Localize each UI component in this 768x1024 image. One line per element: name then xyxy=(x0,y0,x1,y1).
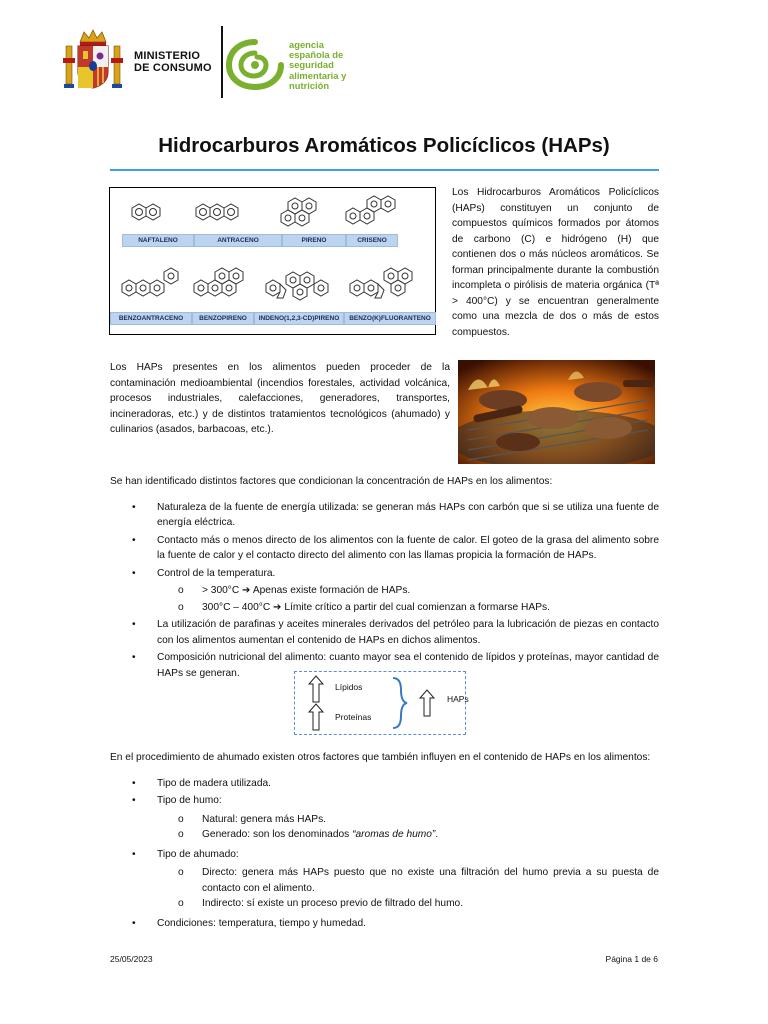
bullet-icon: • xyxy=(132,501,136,513)
sub-list-item xyxy=(110,865,659,896)
structure-label: INDENO(1,2,3-CD)PIRENO xyxy=(254,312,344,325)
smoke-text: Tipo de ahumado: xyxy=(157,848,239,860)
smoking-section xyxy=(110,750,659,931)
smoke-text: Tipo de madera utilizada. xyxy=(157,777,272,789)
footer-date: 25/05/2023 xyxy=(110,954,153,964)
list-item xyxy=(110,500,659,531)
footer-page-number: Página 1 de 6 xyxy=(605,954,658,964)
sub-bullet-icon: o xyxy=(178,867,184,878)
list-item xyxy=(110,776,659,792)
agency-line: española de xyxy=(289,49,344,61)
bullet-icon: • xyxy=(132,777,136,789)
list-item xyxy=(110,566,659,582)
haps-label: HAPs xyxy=(447,694,469,704)
bullet-icon: • xyxy=(132,795,136,806)
sub-list-item xyxy=(110,812,659,828)
factor-text: Composición nutricional del alimento: cuanto mayor sea el contenido de lípidos y proteínas, mayor cantidad de HAPs se generan. xyxy=(157,652,659,679)
sub-list-item xyxy=(110,583,659,599)
agency-line: seguridad xyxy=(289,59,334,71)
grill-photo xyxy=(458,360,655,464)
factors-intro: Se han identificado distintos factores que condicionan la concentración de HAPs en los alimentos: xyxy=(110,476,553,487)
up-arrow-icon xyxy=(295,672,465,734)
structure-label: NAFTALENO xyxy=(122,234,194,247)
sub-bullet-icon: o xyxy=(178,829,184,840)
list-item xyxy=(110,793,659,809)
sub-bullet-icon: o xyxy=(178,813,184,825)
bullet-icon: • xyxy=(132,619,136,630)
sub-bullet-icon: o xyxy=(178,585,184,596)
factor-text: La utilización de parafinas y aceites minerales derivados del petróleo para la lubricación de piezas en contacto con los alimentos aumentan el contenido de HAPs en dichos alimentos. xyxy=(157,619,659,646)
proteins-label: Proteínas xyxy=(335,712,372,722)
sub-list-item xyxy=(110,896,659,912)
list-item xyxy=(110,916,659,932)
header-divider xyxy=(221,26,223,98)
smoke-text: Generado: son los denominados xyxy=(202,829,353,840)
ministry-line-1: MINISTERIO xyxy=(134,50,201,62)
sub-list-item xyxy=(110,600,659,616)
title-rule xyxy=(110,169,659,171)
structure-label: CRISENO xyxy=(346,234,398,247)
structure-label: BENZO(K)FLUORANTENO xyxy=(344,312,436,325)
smoke-text: Condiciones: temperatura, tiempo y humedad. xyxy=(157,917,366,929)
composition-diagram xyxy=(294,671,469,735)
bullet-icon: • xyxy=(132,652,136,663)
agency-line: agencia xyxy=(289,39,324,50)
sources-paragraph: Los HAPs presentes en los alimentos pueden proceder de la contaminación medioambiental (incendios forestales, actividad volcánica, procesos industriales, calefacciones, generadores, transportes, incineradoras, etc.) y de distintos tratamientos tecnológicos (ahumado) y culinarios (asados, barbacoas, etc.). xyxy=(110,362,450,435)
sub-list-item xyxy=(110,827,659,843)
structure-label: BENZOPIRENO xyxy=(192,312,254,325)
ministry-name xyxy=(134,50,212,74)
smoke-text: Tipo de humo: xyxy=(157,795,222,806)
factors-section xyxy=(110,474,659,681)
smoke-aroma-term: “aromas de humo” xyxy=(352,829,436,840)
list-item xyxy=(110,847,659,863)
list-item xyxy=(110,617,659,648)
agency-line: nutrición xyxy=(289,79,330,91)
structure-label: BENZOANTRACENO xyxy=(110,312,192,325)
pah-structures-figure xyxy=(109,187,436,335)
factor-text: Contacto más o menos directo de los alimentos con la fuente de calor. El goteo de la grasa del alimento sobre la fuente de calor y el contacto directo del alimento con las llamas propicia la formación de HAPs. xyxy=(157,534,659,561)
structure-label: ANTRACENO xyxy=(194,234,282,247)
agency-name xyxy=(289,40,346,91)
temp-text: > 300°C ➔ Apenas existe formación de HAPs. xyxy=(202,585,411,596)
bullet-icon: • xyxy=(132,567,136,579)
page-title: Hidrocarburos Aromáticos Policíclicos (HAPs) xyxy=(158,134,610,157)
smoke-text: Directo: genera más HAPs puesto que no existe una filtración del humo previa a su puesta de contacto con el alimento. xyxy=(202,867,659,894)
bullet-icon: • xyxy=(132,534,136,546)
ministry-line-2: DE CONSUMO xyxy=(134,62,212,74)
agency-line: alimentaria y xyxy=(289,69,347,81)
bullet-icon: • xyxy=(132,848,136,860)
smoke-text: Natural: genera más HAPs. xyxy=(202,813,327,825)
temp-text: 300°C – 400°C ➔ Límite crítico a partir del cual comienzan a formarse HAPs. xyxy=(202,601,550,613)
factor-text: Naturaleza de la fuente de energía utilizada: se generan más HAPs con carbón que si se utiliza una fuente de energía eléctrica. xyxy=(157,501,659,528)
smoking-intro: En el procedimiento de ahumado existen otros factores que también influyen en el contenido de HAPs en los alimentos: xyxy=(110,752,651,763)
factor-text: Control de la temperatura. xyxy=(157,567,276,579)
intro-paragraph: Los Hidrocarburos Aromáticos Policíclicos (HAPs) constituyen un conjunto de compuestos químicos formados por átomos de carbono (C) e hidrógeno (H) que contienen dos o más núcleos aromáticos. Se forman principalmente durante la combustión incompleta o pirólisis de materia orgánica (Tª > 400°C) y se encuentran generalmente como una mezcla de dos o más de estos compuestos. xyxy=(452,187,659,338)
structure-label: PIRENO xyxy=(282,234,346,247)
sub-bullet-icon: o xyxy=(178,898,184,909)
smoke-text: . xyxy=(435,829,439,840)
aesan-logo-icon xyxy=(226,38,284,95)
bullet-icon: • xyxy=(132,917,136,929)
sub-bullet-icon: o xyxy=(178,601,184,613)
lipids-label: Lípidos xyxy=(335,682,363,692)
list-item xyxy=(110,533,659,564)
smoke-text: Indirecto: sí existe un proceso previo de filtrado del humo. xyxy=(202,898,464,909)
